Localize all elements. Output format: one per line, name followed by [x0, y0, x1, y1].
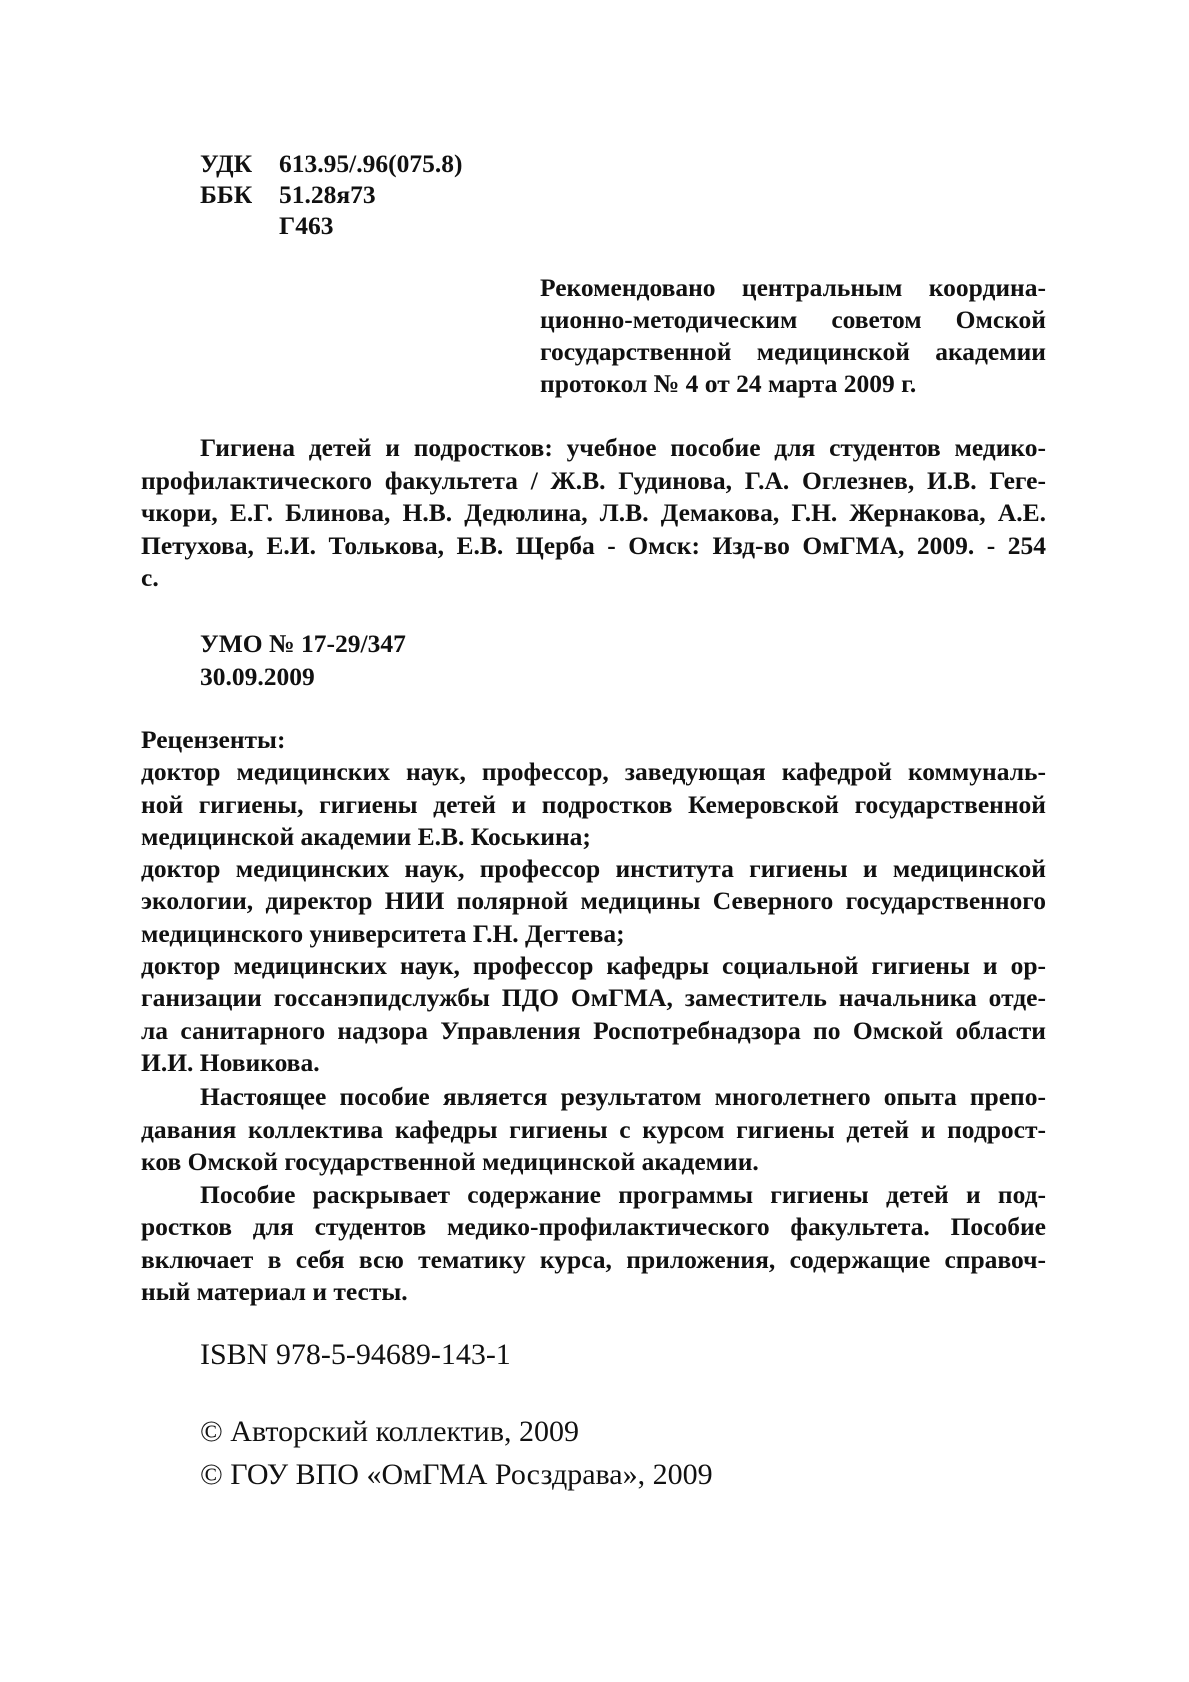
preface-text [141, 1081, 1046, 1309]
preface-line: Пособие раскрывает содержание программы гигиены детей и под- [200, 1179, 1046, 1209]
recommendation-line: ционно-методическим советом Омской [540, 305, 1046, 334]
reviewers-section [141, 724, 1046, 1079]
preface-line: ков Омской государственной медицинской академии. [141, 1147, 759, 1176]
classification-codes [200, 148, 462, 241]
recommendation-line: протокол № 4 от 24 марта 2009 г. [540, 369, 917, 398]
recommendation-note [540, 272, 1046, 400]
reviewer-line: доктор медицинских наук, профессор кафедры социальной гигиены и ор- [141, 951, 1046, 981]
bbk-row [200, 179, 462, 210]
citation-line: профилактического факультета / Ж.В. Гудинова, Г.А. Оглезнев, И.В. Геге- [141, 465, 1046, 495]
preface-line: включает в себя всю тематику курса, приложения, содержащие справоч- [141, 1244, 1046, 1274]
bbk-label: ББК [200, 180, 253, 209]
reviewer-line: ной гигиены, гигиены детей и подростков Кемеровской государственной [141, 789, 1046, 819]
udk-value: 613.95/.96(075.8) [279, 149, 463, 178]
citation-line: Гигиена детей и подростков: учебное пособие для студентов медико- [200, 433, 1046, 462]
preface-line: ростков для студентов медико-профилактического факультета. Пособие [141, 1212, 1046, 1241]
recommendation-line: государственной медицинской академии [540, 337, 1046, 366]
reviewer-line: И.И. Новикова. [141, 1047, 320, 1077]
recommendation-line: Рекомендовано центральным координа- [540, 273, 1046, 302]
citation-line: Петухова, Е.И. Толькова, Е.В. Щерба - Омск: Изд-во ОмГМА, 2009. - 254 [141, 530, 1046, 560]
umo-number: УМО № 17-29/347 [200, 629, 406, 658]
reviewer-line: ла санитарного надзора Управления Роспотребнадзора по Омской области [141, 1015, 1046, 1045]
bibliographic-citation [141, 432, 1046, 595]
author-sign: Г463 [279, 211, 334, 240]
preface-line: ный материал и тесты. [141, 1277, 408, 1306]
umo-date: 30.09.2009 [200, 661, 315, 691]
citation-line: с. [141, 563, 159, 592]
reviewer-line: медицинской академии Е.В. Коськина; [141, 821, 591, 851]
reviewer-line: медицинского университета Г.Н. Дегтева; [141, 918, 625, 948]
udk-row [200, 148, 462, 179]
author-sign-row [200, 210, 462, 241]
reviewers-heading: Рецензенты: [141, 725, 286, 754]
preface-line: Настоящее пособие является результатом многолетнего опыта препо- [200, 1082, 1046, 1111]
preface-line: давания коллектива кафедры гигиены с курсом гигиены детей и подрост- [141, 1114, 1046, 1144]
citation-line: чкори, Е.Г. Блинова, Н.В. Дедюлина, Л.В. Демакова, Г.Н. Жернакова, А.Е. [141, 498, 1046, 527]
isbn: ISBN 978-5-94689-143-1 [200, 1338, 511, 1371]
copyright-notices [200, 1410, 713, 1496]
umo-stamp [141, 628, 1046, 693]
udk-label: УДК [200, 149, 253, 178]
copyright-line: © Авторский коллектив, 2009 [200, 1415, 580, 1448]
bbk-value: 51.28я73 [279, 180, 376, 209]
reviewer-line: доктор медицинских наук, профессор, заведующая кафедрой коммуналь- [141, 757, 1046, 787]
reviewer-line: ганизации госсанэпидслужбы ПДО ОмГМА, заместитель начальника отде- [141, 983, 1046, 1013]
reviewer-line: доктор медицинских наук, профессор института гигиены и медицинской [141, 854, 1046, 884]
reviewer-line: экологии, директор НИИ полярной медицины Северного государственного [141, 886, 1046, 916]
copyright-line: © ГОУ ВПО «ОмГМА Росздрава», 2009 [200, 1458, 713, 1491]
